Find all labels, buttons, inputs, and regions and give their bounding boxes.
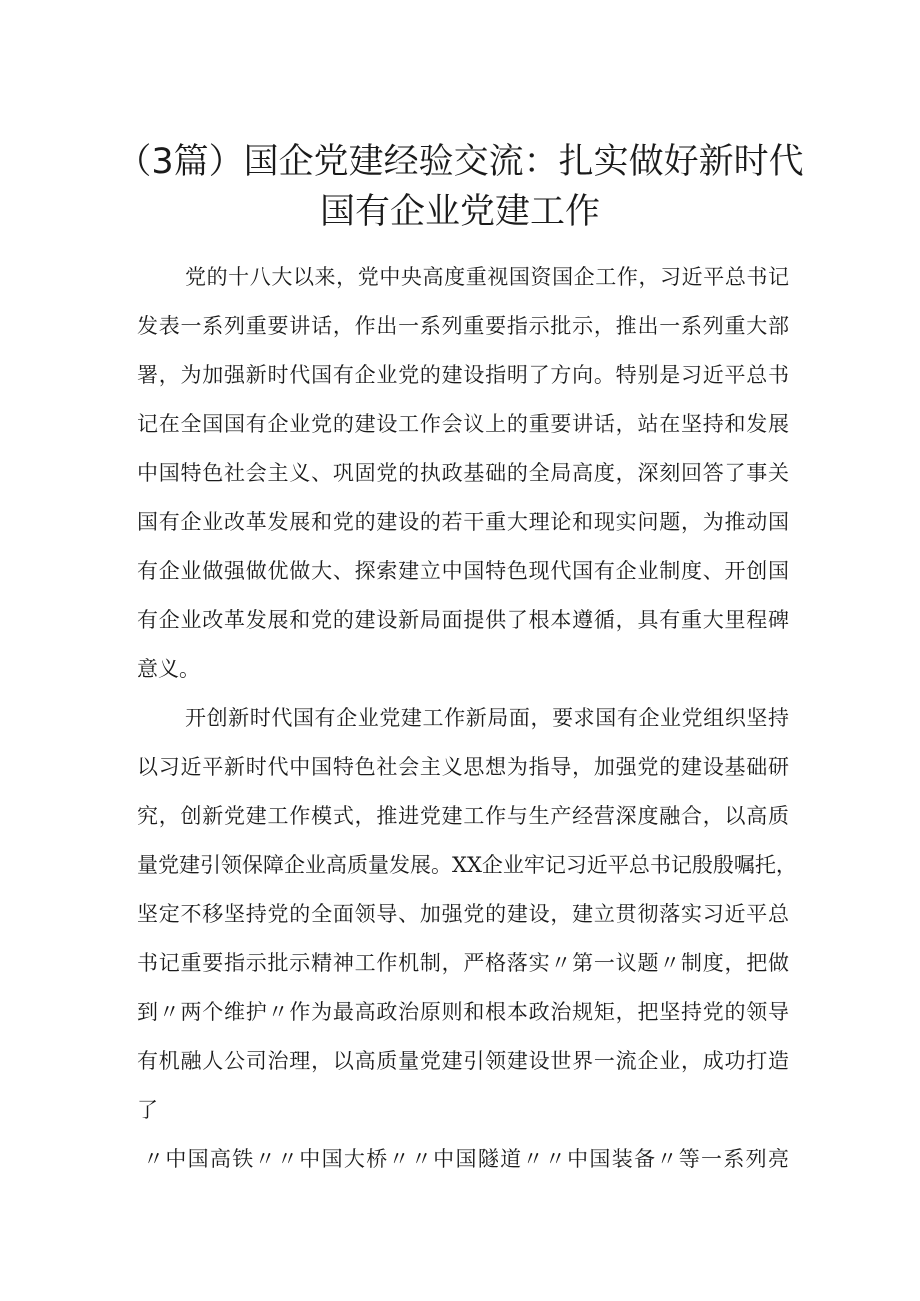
- paragraph-1-line: 国有企业改革发展和党的建设的若干重大理论和现实问题，为推动国: [137, 510, 789, 534]
- paragraph-3-line: 〃中国高铁〃〃中国大桥〃〃中国隧道〃〃中国装备〃等一系列亮: [143, 1147, 789, 1171]
- paragraph-1-line: 署，为加强新时代国有企业党的建设指明了方向。特别是习近平总书: [137, 363, 789, 387]
- paragraph-2-line: 量党建引领保障企业高质量发展。XX企业牢记习近平总书记殷殷嘱托，: [137, 853, 797, 877]
- paragraph-1-line: 中国特色社会主义、巩固党的执政基础的全局高度，深刻回答了事关: [137, 461, 789, 485]
- paragraph-1-line: 有企业做强做优做大、探索建立中国特色现代国有企业制度、开创国: [137, 559, 789, 583]
- paragraph-2-line: 坚定不移坚持党的全面领导、加强党的建设，建立贯彻落实习近平总: [137, 902, 789, 926]
- paragraph-2-line: 开创新时代国有企业党建工作新局面，要求国有企业党组织坚持: [185, 706, 789, 730]
- paragraph-1-line: 党的十八大以来，党中央高度重视国资国企工作，习近平总书记: [185, 265, 789, 289]
- document-title-line-1: （3篇）国企党建经验交流：扎实做好新时代: [116, 142, 804, 182]
- paragraph-2-line: 有机融人公司治理，以高质量党建引领建设世界一流企业，成功打造: [137, 1049, 789, 1073]
- paragraph-2-line: 以习近平新时代中国特色社会主义思想为指导，加强党的建设基础研: [137, 755, 789, 779]
- paragraph-1-line: 发表一系列重要讲话，作出一系列重要指示批示，推出一系列重大部: [137, 314, 789, 338]
- paragraph-1-line: 有企业改革发展和党的建设新局面提供了根本遵循，具有重大里程碑: [137, 608, 789, 632]
- document-title-line-2: 国有企业党建工作: [319, 192, 600, 232]
- paragraph-2-line: 到〃两个维护〃作为最高政治原则和根本政治规矩，把坚持党的领导: [137, 1000, 789, 1024]
- paragraph-2-line: 究，创新党建工作模式，推进党建工作与生产经营深度融合，以高质: [137, 804, 789, 828]
- paragraph-1-line: 意义。: [137, 657, 200, 681]
- paragraph-2-line: 了: [137, 1098, 158, 1122]
- paragraph-1-line: 记在全国国有企业党的建设工作会议上的重要讲话，站在坚持和发展: [137, 412, 789, 436]
- paragraph-2-line: 书记重要指示批示精神工作机制，严格落实〃第一议题〃制度，把做: [137, 951, 789, 975]
